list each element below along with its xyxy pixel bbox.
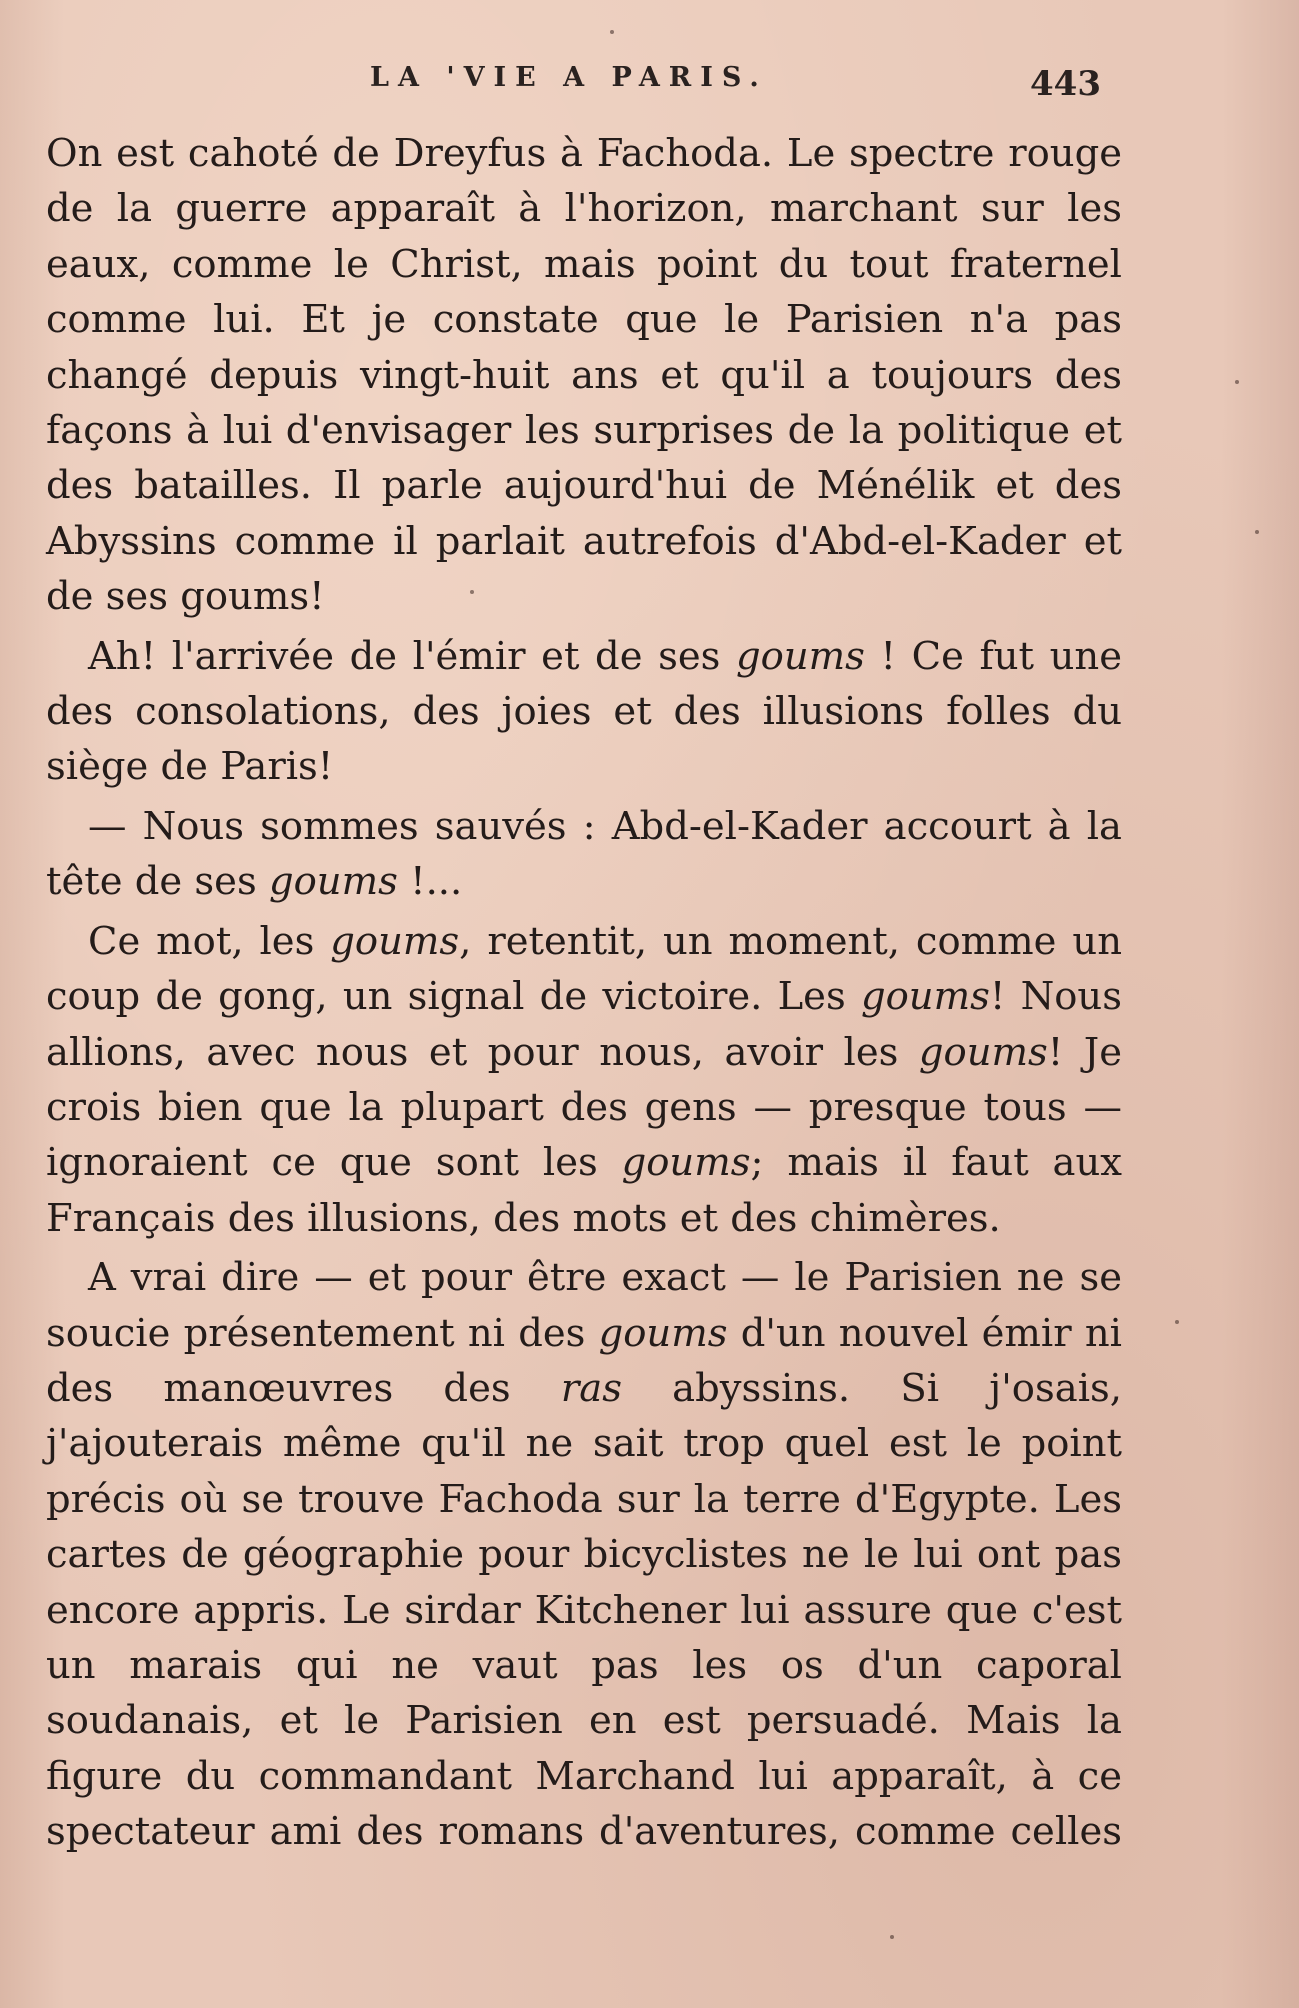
paragraph-4-text: ! Nous allions, avec nous et pour nous, avoir les — [46, 974, 1122, 1075]
italic-word: goums — [598, 1310, 728, 1356]
paragraph-2-text: ! Ce fut une des consolations, des joies et des illusions folles du siège de Paris! — [46, 633, 1122, 790]
running-title: LA 'VIE A PARIS. — [370, 62, 768, 93]
paper-speck — [1175, 1320, 1179, 1324]
italic-word: goums — [330, 918, 460, 964]
paragraph-2 — [46, 629, 1122, 795]
paragraph-5 — [46, 1250, 1122, 1859]
paragraph-5-text: d'un nouvel émir ni des manœuvres des — [46, 1310, 1122, 1411]
paragraph-5-text: abyssins. Si j'osais, j'ajouterais même qu'il ne sait trop quel est le point précis où se trouve Fachoda sur la terre d'Egypte. Les cartes de géographie pour bicyclistes ne le lui ont pas encore appris. Le sirdar Kitchener lui assure que c'est un marais qui ne vaut pas les os d'un caporal soudanais, et le Parisien en est persuadé. Mais la figure du commandant Marchand lui apparaît, à ce spectateur ami des romans d'aventures, comme celles — [46, 1365, 1122, 1855]
paragraph-1-text: On est cahoté de Dreyfus à Fachoda. Le spectre rouge de la guerre apparaît à l'horizon, marchant sur les eaux, comme le Christ, mais point du tout fraternel comme lui. Et je constate que le Parisien n'a pas changé depuis vingt-huit ans et qu'il a toujours des façons à lui d'envisager les surprises de la politique et des batailles. Il parle aujourd'hui de Ménélik et des Abyssins comme il parlait autrefois d'Abd-el-Kader et de ses goums! — [46, 131, 1122, 620]
body-text — [46, 126, 1122, 1864]
italic-word: goums — [621, 1140, 751, 1186]
page-number: 443 — [1030, 64, 1101, 104]
paper-speck — [1255, 530, 1259, 534]
paper-speck — [610, 30, 614, 34]
paragraph-5-text: A vrai dire — et pour être exact — le Parisien ne se soucie présentement ni des — [46, 1255, 1122, 1356]
italic-word: goums — [268, 859, 398, 905]
italic-word: goums — [918, 1029, 1048, 1075]
paragraph-3 — [46, 799, 1122, 910]
paper-speck — [470, 590, 474, 594]
running-head — [0, 56, 1299, 106]
italic-word: ras — [560, 1365, 622, 1411]
paragraph-1 — [46, 126, 1122, 625]
paragraph-4-text: , retentit, un moment, comme un coup de gong, un signal de victoire. Les — [46, 918, 1122, 1020]
paper-speck — [1235, 380, 1239, 384]
paragraph-4-text: ; mais il faut aux Français des illusions, des mots et des chimères. — [46, 1140, 1122, 1241]
italic-word: goums — [860, 974, 990, 1020]
paragraph-2-text: Ah! l'arrivée de l'émir et de ses — [88, 633, 737, 679]
paragraph-4-text: Ce mot, les — [88, 918, 331, 964]
paragraph-4-text: ! Je crois bien que la plupart des gens — presque tous — ignoraient ce que sont les — [46, 1029, 1122, 1186]
paragraph-3-text: !... — [397, 859, 463, 905]
paper-speck — [890, 1935, 894, 1939]
paragraph-4 — [46, 914, 1122, 1246]
italic-word: goums — [736, 633, 865, 679]
paragraph-3-text: — Nous sommes sauvés : Abd-el-Kader accourt à la tête de ses — [46, 803, 1122, 905]
